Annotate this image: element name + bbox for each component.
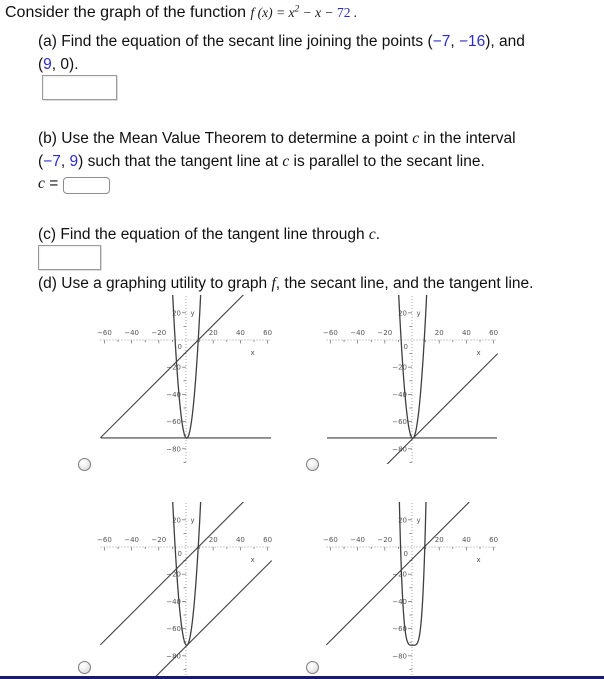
y-tick-label: 20 [398, 516, 407, 525]
part-c-line: (c) Find the equation of the tangent line through c. [38, 226, 381, 243]
y-axis-label: y [416, 516, 421, 525]
y-tick-label: 20 [398, 309, 407, 318]
y-tick-label: −40 [166, 390, 181, 399]
y-axis-label: y [416, 309, 421, 318]
x-tick-label: −20 [151, 536, 167, 544]
y-tick-label: 20 [172, 309, 181, 318]
y-tick-label: −40 [392, 390, 407, 399]
y-tick-label: −60 [166, 418, 181, 427]
x-tick-label: 60 [263, 536, 273, 544]
graph-d-plot [321, 502, 526, 679]
x-tick-label: −60 [323, 329, 338, 337]
radio-option-b[interactable] [306, 458, 319, 471]
origin-label: 0 [177, 343, 182, 351]
c-value-input[interactable] [63, 177, 110, 194]
y-tick-label: −80 [392, 445, 407, 454]
graph-c-plot [95, 502, 300, 679]
graph-option-c [95, 502, 300, 679]
x-axis-label: x [476, 348, 481, 357]
x-tick-label: −20 [377, 536, 393, 544]
graph-b-plot [321, 295, 526, 465]
statement-text: Consider the graph of the function [5, 4, 247, 21]
x-tick-label: −60 [323, 536, 338, 544]
x-tick-label: 20 [434, 536, 444, 544]
x-tick-label: 40 [461, 329, 471, 337]
graph-option-d [321, 502, 526, 679]
y-tick-label: −20 [166, 363, 181, 372]
y-tick-label: −20 [392, 570, 407, 579]
origin-label: 0 [403, 343, 408, 351]
y-axis-label: y [190, 309, 195, 318]
x-tick-label: −40 [124, 329, 139, 337]
y-tick-label: −60 [166, 625, 181, 634]
curve-tangent [326, 354, 497, 465]
y-tick-label: 20 [172, 516, 181, 525]
radio-option-d[interactable] [306, 661, 319, 674]
y-tick-label: −20 [392, 363, 407, 372]
function-formula: f $(x) = x^2 - x - 72$ . [250, 4, 358, 20]
part-d-line: (d) Use a graphing utility to graph f, the secant line, and the tangent line. [38, 275, 534, 292]
origin-label: 0 [403, 550, 408, 558]
x-tick-label: 40 [235, 536, 245, 544]
y-tick-label: −80 [166, 445, 181, 454]
x-tick-label: 40 [461, 536, 471, 544]
graph-option-a [95, 295, 300, 470]
part-a-line2: (9, 0). [38, 56, 79, 73]
graph-a-plot [95, 295, 300, 465]
part-b-answer-label: c = [38, 175, 59, 192]
x-tick-label: −20 [377, 329, 393, 337]
x-axis-label: x [476, 555, 481, 564]
part-b-line2: (−7, 9) such that the tangent line at c is parallel to the secant line. [38, 153, 485, 170]
y-tick-label: −40 [392, 597, 407, 606]
part-b-line1: (b) Use the Mean Value Theorem to determine a point c in the interval [38, 130, 516, 147]
x-tick-label: −40 [350, 329, 365, 337]
problem-statement [5, 4, 357, 22]
x-axis-label: x [250, 555, 255, 564]
y-tick-label: −80 [392, 652, 407, 661]
x-tick-label: −60 [97, 329, 112, 337]
x-tick-label: 20 [208, 536, 218, 544]
x-tick-label: 20 [434, 329, 444, 337]
origin-label: 0 [177, 550, 182, 558]
x-tick-label: 40 [235, 329, 245, 337]
x-tick-label: −40 [124, 536, 139, 544]
y-tick-label: −60 [392, 625, 407, 634]
x-tick-label: 60 [489, 536, 499, 544]
x-axis-label: x [250, 348, 255, 357]
x-tick-label: −60 [97, 536, 112, 544]
x-tick-label: −20 [151, 329, 167, 337]
x-tick-label: 20 [208, 329, 218, 337]
y-tick-label: −80 [166, 652, 181, 661]
radio-option-a[interactable] [78, 458, 91, 471]
tangent-answer-input[interactable] [38, 245, 101, 270]
x-tick-label: 60 [489, 329, 499, 337]
x-tick-label: −40 [350, 536, 365, 544]
secant-answer-input[interactable] [42, 75, 117, 100]
x-tick-label: 60 [263, 329, 273, 337]
y-axis-label: y [190, 516, 195, 525]
part-a-line1: (a) Find the equation of the secant line joining the points (−7, −16), and [38, 33, 525, 50]
radio-option-c[interactable] [78, 661, 91, 674]
y-tick-label: −40 [166, 597, 181, 606]
graph-option-b [321, 295, 526, 470]
y-tick-label: −60 [392, 418, 407, 427]
y-tick-label: −20 [166, 570, 181, 579]
